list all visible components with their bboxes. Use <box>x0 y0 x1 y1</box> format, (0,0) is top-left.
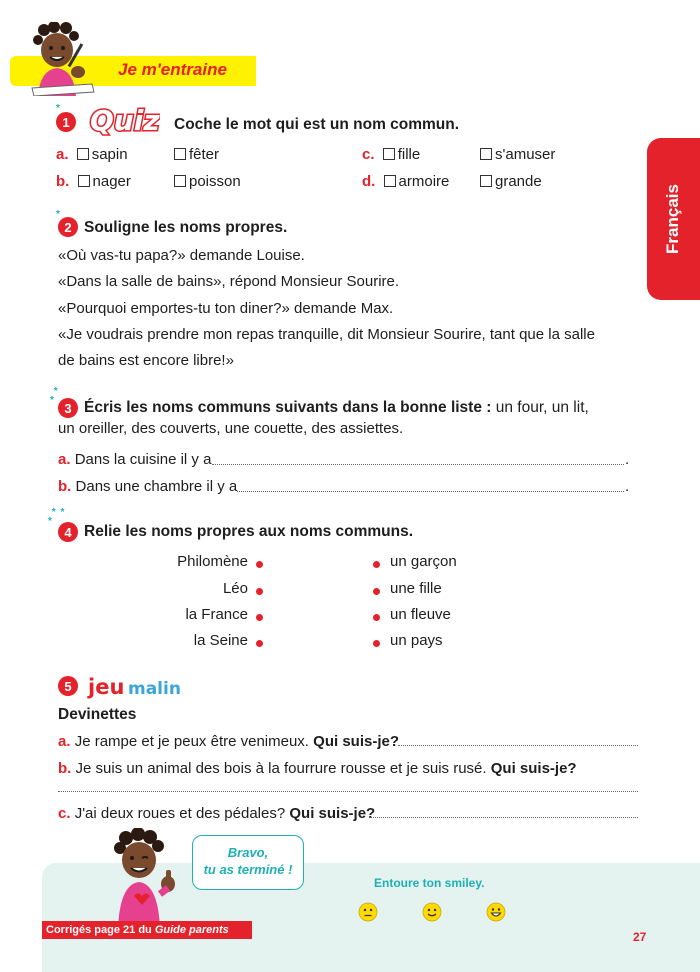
row-label: b. <box>58 760 72 777</box>
corrections-guide: Guide parents <box>154 924 229 936</box>
link-dot-right[interactable] <box>373 588 380 595</box>
option-label: fêter <box>189 146 220 163</box>
instruction-rest: un four, un lit, <box>491 399 589 416</box>
exercise-number-2: 2 <box>58 217 78 237</box>
riddle-question: Qui suis-je? <box>289 805 376 822</box>
quiz-row-a-opt2 <box>174 146 219 163</box>
proper-noun: Léo <box>222 580 248 597</box>
riddle-question: Qui suis-je? <box>313 733 400 750</box>
proper-noun: la Seine <box>193 632 248 649</box>
checkbox[interactable] <box>78 175 90 187</box>
difficulty-stars-1: * <box>56 103 61 114</box>
checkbox[interactable] <box>480 148 492 160</box>
option-label: armoire <box>398 173 450 190</box>
link-dot-left[interactable] <box>256 640 263 647</box>
checkbox[interactable] <box>383 148 395 160</box>
row-prompt: Dans une chambre il y a <box>75 478 238 495</box>
checkbox[interactable] <box>174 148 186 160</box>
smiley-prompt: Entoure ton smiley. <box>374 876 485 890</box>
end-mark: . <box>625 451 630 468</box>
riddle-text: Je rampe et je peux être venimeux. <box>74 733 309 750</box>
exercise-number-5: 5 <box>58 676 78 696</box>
girl-writing-illustration <box>30 22 100 96</box>
exercise-3-instruction <box>84 399 589 417</box>
exercise-number-4: 4 <box>58 522 78 542</box>
smiley-big-smile-icon[interactable] <box>486 902 506 922</box>
subject-tab <box>647 138 700 300</box>
common-noun: un fleuve <box>390 606 451 623</box>
difficulty-stars-3: * * <box>50 386 59 406</box>
proper-noun: la France <box>185 606 248 623</box>
row-prompt: Dans la cuisine il y a <box>74 451 212 468</box>
quiz-row-c-opt2 <box>480 146 555 163</box>
quiz-row-b-opt2 <box>174 173 241 190</box>
end-mark: . <box>625 478 630 495</box>
difficulty-stars-2: * <box>56 209 61 220</box>
option-label: nager <box>92 173 131 190</box>
answer-line-riddle-b[interactable] <box>58 791 638 792</box>
corrections-reference <box>42 921 252 939</box>
proper-noun: Philomène <box>177 553 248 570</box>
option-label: grande <box>495 173 542 190</box>
checkbox[interactable] <box>384 175 396 187</box>
row-label: d. <box>362 173 376 190</box>
exercise-number-3: 3 <box>58 398 78 418</box>
answer-line-b[interactable] <box>237 491 624 492</box>
answer-row-a <box>58 451 211 468</box>
answer-line-riddle-c[interactable] <box>370 817 638 818</box>
exercise-1-instruction: Coche le mot qui est un nom commun. <box>174 116 460 133</box>
girl-thumbs-up-illustration <box>98 828 188 928</box>
option-label: sapin <box>91 146 128 163</box>
text-line[interactable]: «Dans la salle de bains», répond Monsieur Sourire. <box>58 273 400 290</box>
smiley-neutral-icon[interactable] <box>358 902 378 922</box>
row-label: b. <box>56 173 70 190</box>
quiz-row-a <box>56 146 128 163</box>
option-label: s'amuser <box>495 146 556 163</box>
row-label: c. <box>58 805 71 822</box>
devinettes-title: Devinettes <box>58 706 137 723</box>
text-line[interactable]: de bains est encore libre!» <box>58 352 234 369</box>
smiley-smile-icon[interactable] <box>422 902 442 922</box>
riddle-text: Je suis un animal des bois à la fourrure rousse et je suis rusé. <box>75 760 487 777</box>
exercise-3-word-list: un oreiller, des couverts, une couette, des assiettes. <box>58 420 404 437</box>
link-dot-left[interactable] <box>256 614 263 621</box>
common-noun: un garçon <box>390 553 457 570</box>
exercise-4-instruction: Relie les noms propres aux noms communs. <box>84 523 414 540</box>
row-label: a. <box>58 733 71 750</box>
page-number: 27 <box>633 930 647 944</box>
section-title: Je m'entraine <box>118 60 227 79</box>
exercise-number-1: 1 <box>56 112 76 132</box>
difficulty-stars-4: * * * <box>48 507 66 527</box>
quiz-logo-text: Quiz <box>90 104 160 136</box>
riddle-a <box>58 733 399 750</box>
text-line[interactable]: «Où vas-tu papa?» demande Louise. <box>58 247 305 264</box>
riddle-question: Qui suis-je? <box>490 760 577 777</box>
row-label: c. <box>362 146 375 163</box>
link-dot-right[interactable] <box>373 614 380 621</box>
riddle-c <box>58 805 375 822</box>
option-label: poisson <box>189 173 241 190</box>
logo-word-jeu: jeu <box>88 675 125 699</box>
exercise-2-instruction: Souligne les noms propres. <box>84 219 288 236</box>
row-label: a. <box>58 451 71 468</box>
checkbox[interactable] <box>174 175 186 187</box>
answer-row-b <box>58 478 237 495</box>
riddle-text: J'ai deux roues et des pédales? <box>74 805 286 822</box>
link-dot-left[interactable] <box>256 588 263 595</box>
corrections-prefix: Corrigés page 21 du <box>46 924 155 936</box>
answer-line-riddle-a[interactable] <box>398 745 638 746</box>
quiz-row-d <box>362 173 449 190</box>
instruction-bold: Écris les noms communs suivants dans la bonne liste : <box>84 399 492 416</box>
quiz-row-c <box>362 146 420 163</box>
logo-word-malin: malin <box>128 679 181 699</box>
option-label: fille <box>397 146 421 163</box>
common-noun: un pays <box>390 632 443 649</box>
text-line[interactable]: «Je voudrais prendre mon repas tranquille, dit Monsieur Sourire, tant que la salle <box>58 326 595 343</box>
checkbox[interactable] <box>77 148 89 160</box>
riddle-b <box>58 760 577 777</box>
checkbox[interactable] <box>480 175 492 187</box>
quiz-row-d-opt2 <box>480 173 542 190</box>
quiz-row-b <box>56 173 131 190</box>
bubble-line: tu as terminé ! <box>203 862 293 877</box>
link-dot-right[interactable] <box>373 640 380 647</box>
text-line[interactable]: «Pourquoi emportes-tu ton diner?» demande Max. <box>58 300 394 317</box>
answer-line-a[interactable] <box>212 464 624 465</box>
row-label: b. <box>58 478 72 495</box>
subject-tab-label: Français <box>663 184 682 254</box>
bubble-line: Bravo, <box>227 845 269 860</box>
jeu-malin-logo <box>86 672 182 702</box>
speech-bubble-text <box>192 844 304 878</box>
link-dot-right[interactable] <box>373 561 380 568</box>
link-dot-left[interactable] <box>256 561 263 568</box>
quiz-logo <box>88 104 160 136</box>
common-noun: une fille <box>390 580 442 597</box>
row-label: a. <box>56 146 69 163</box>
